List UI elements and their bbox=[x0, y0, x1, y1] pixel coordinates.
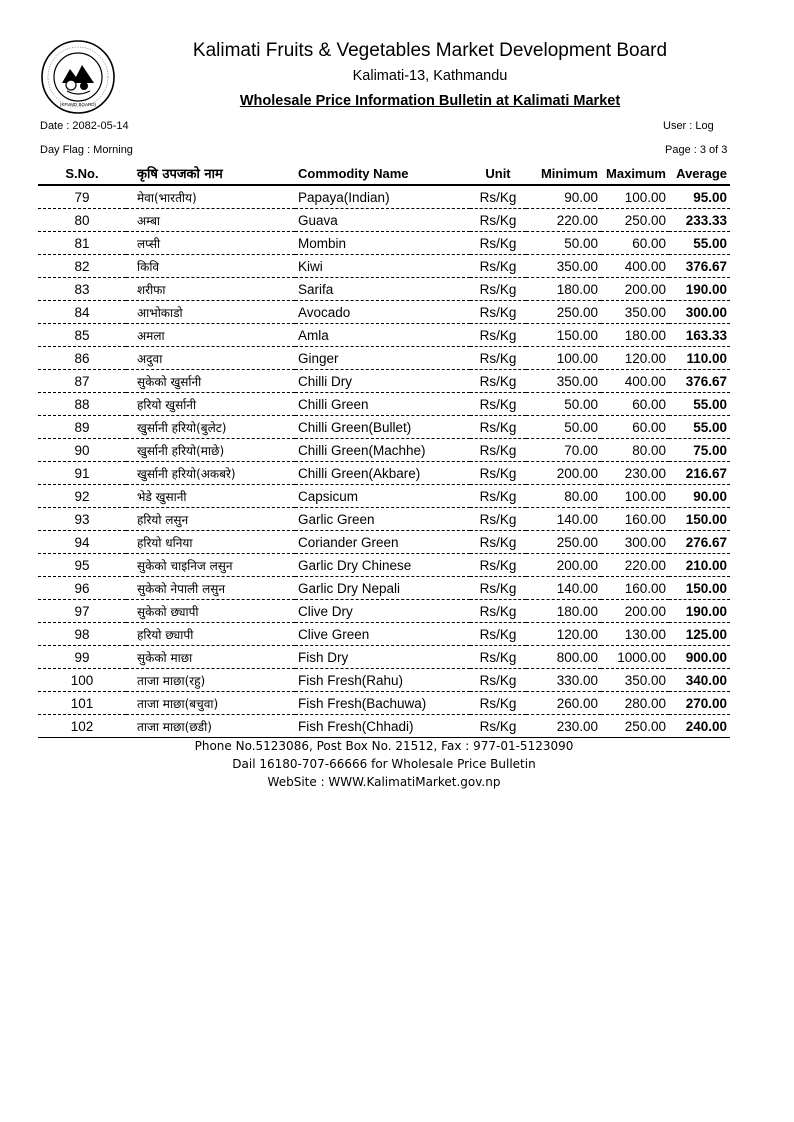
cell-unit: Rs/Kg bbox=[470, 692, 526, 715]
cell-commodity: Guava bbox=[295, 209, 470, 232]
cell-sn: 98 bbox=[38, 623, 126, 646]
cell-commodity: Coriander Green bbox=[295, 531, 470, 554]
column-header-minimum: Minimum bbox=[526, 162, 601, 185]
cell-nepali-name: अदुवा bbox=[126, 347, 295, 370]
cell-commodity: Capsicum bbox=[295, 485, 470, 508]
cell-minimum: 260.00 bbox=[526, 692, 601, 715]
cell-minimum: 350.00 bbox=[526, 370, 601, 393]
table-row bbox=[38, 554, 730, 577]
cell-minimum: 50.00 bbox=[526, 393, 601, 416]
svg-text:(KFVMD BOARD): (KFVMD BOARD) bbox=[60, 102, 96, 107]
cell-minimum: 150.00 bbox=[526, 324, 601, 347]
cell-maximum: 160.00 bbox=[601, 508, 669, 531]
cell-commodity: Chilli Green(Machhe) bbox=[295, 439, 470, 462]
cell-maximum: 350.00 bbox=[601, 301, 669, 324]
cell-maximum: 120.00 bbox=[601, 347, 669, 370]
cell-maximum: 250.00 bbox=[601, 209, 669, 232]
cell-maximum: 200.00 bbox=[601, 600, 669, 623]
cell-nepali-name: सुकेको छ्यापी bbox=[126, 600, 295, 623]
cell-average: 163.33 bbox=[669, 324, 730, 347]
price-table bbox=[38, 162, 730, 738]
cell-nepali-name: हरियो खुर्सानी bbox=[126, 393, 295, 416]
table-row bbox=[38, 600, 730, 623]
table-row bbox=[38, 347, 730, 370]
cell-unit: Rs/Kg bbox=[470, 301, 526, 324]
cell-nepali-name: सुकेको नेपाली लसुन bbox=[126, 577, 295, 600]
kalimati-board-logo bbox=[40, 39, 116, 115]
cell-average: 216.67 bbox=[669, 462, 730, 485]
cell-sn: 91 bbox=[38, 462, 126, 485]
cell-minimum: 180.00 bbox=[526, 600, 601, 623]
cell-nepali-name: खुर्सानी हरियो(माछे) bbox=[126, 439, 295, 462]
cell-average: 233.33 bbox=[669, 209, 730, 232]
cell-minimum: 230.00 bbox=[526, 715, 601, 738]
cell-average: 210.00 bbox=[669, 554, 730, 577]
cell-commodity: Clive Dry bbox=[295, 600, 470, 623]
cell-sn: 97 bbox=[38, 600, 126, 623]
cell-commodity: Garlic Green bbox=[295, 508, 470, 531]
cell-commodity: Chilli Dry bbox=[295, 370, 470, 393]
cell-minimum: 200.00 bbox=[526, 554, 601, 577]
cell-sn: 80 bbox=[38, 209, 126, 232]
cell-minimum: 100.00 bbox=[526, 347, 601, 370]
cell-sn: 83 bbox=[38, 278, 126, 301]
cell-nepali-name: सुकेको माछा bbox=[126, 646, 295, 669]
cell-nepali-name: हरियो छ्यापी bbox=[126, 623, 295, 646]
cell-unit: Rs/Kg bbox=[470, 646, 526, 669]
cell-average: 376.67 bbox=[669, 255, 730, 278]
cell-minimum: 50.00 bbox=[526, 416, 601, 439]
cell-nepali-name: अम्बा bbox=[126, 209, 295, 232]
column-header-average: Average bbox=[669, 162, 730, 185]
cell-sn: 90 bbox=[38, 439, 126, 462]
cell-sn: 96 bbox=[38, 577, 126, 600]
cell-unit: Rs/Kg bbox=[470, 577, 526, 600]
column-header-unit: Unit bbox=[470, 162, 526, 185]
cell-commodity: Clive Green bbox=[295, 623, 470, 646]
cell-commodity: Mombin bbox=[295, 232, 470, 255]
cell-unit: Rs/Kg bbox=[470, 623, 526, 646]
column-header-maximum: Maximum bbox=[601, 162, 669, 185]
cell-maximum: 80.00 bbox=[601, 439, 669, 462]
cell-nepali-name: सुकेको खुर्सानी bbox=[126, 370, 295, 393]
table-row bbox=[38, 669, 730, 692]
table-row bbox=[38, 278, 730, 301]
cell-commodity: Chilli Green bbox=[295, 393, 470, 416]
cell-maximum: 100.00 bbox=[601, 185, 669, 209]
cell-unit: Rs/Kg bbox=[470, 554, 526, 577]
table-row bbox=[38, 324, 730, 347]
cell-sn: 87 bbox=[38, 370, 126, 393]
cell-minimum: 70.00 bbox=[526, 439, 601, 462]
cell-sn: 81 bbox=[38, 232, 126, 255]
cell-unit: Rs/Kg bbox=[470, 324, 526, 347]
cell-maximum: 220.00 bbox=[601, 554, 669, 577]
table-row bbox=[38, 485, 730, 508]
cell-unit: Rs/Kg bbox=[470, 669, 526, 692]
table-row bbox=[38, 439, 730, 462]
cell-unit: Rs/Kg bbox=[470, 347, 526, 370]
cell-nepali-name: ताजा माछा(छडी) bbox=[126, 715, 295, 738]
cell-sn: 79 bbox=[38, 185, 126, 209]
cell-unit: Rs/Kg bbox=[470, 416, 526, 439]
cell-commodity: Kiwi bbox=[295, 255, 470, 278]
cell-average: 55.00 bbox=[669, 232, 730, 255]
cell-minimum: 800.00 bbox=[526, 646, 601, 669]
cell-minimum: 220.00 bbox=[526, 209, 601, 232]
table-row bbox=[38, 209, 730, 232]
cell-maximum: 280.00 bbox=[601, 692, 669, 715]
column-header-commodity: Commodity Name bbox=[295, 162, 470, 185]
cell-average: 376.67 bbox=[669, 370, 730, 393]
cell-sn: 84 bbox=[38, 301, 126, 324]
cell-nepali-name: ताजा माछा(बचुवा) bbox=[126, 692, 295, 715]
cell-commodity: Amla bbox=[295, 324, 470, 347]
cell-nepali-name: शरीफा bbox=[126, 278, 295, 301]
cell-nepali-name: सुकेको चाइनिज लसुन bbox=[126, 554, 295, 577]
cell-average: 150.00 bbox=[669, 508, 730, 531]
cell-unit: Rs/Kg bbox=[470, 232, 526, 255]
table-row bbox=[38, 462, 730, 485]
cell-nepali-name: किवि bbox=[126, 255, 295, 278]
cell-sn: 86 bbox=[38, 347, 126, 370]
cell-minimum: 200.00 bbox=[526, 462, 601, 485]
table-row bbox=[38, 416, 730, 439]
cell-unit: Rs/Kg bbox=[470, 185, 526, 209]
cell-average: 900.00 bbox=[669, 646, 730, 669]
table-row bbox=[38, 508, 730, 531]
cell-minimum: 180.00 bbox=[526, 278, 601, 301]
cell-average: 276.67 bbox=[669, 531, 730, 554]
cell-maximum: 250.00 bbox=[601, 715, 669, 738]
table-row bbox=[38, 715, 730, 738]
cell-commodity: Garlic Dry Nepali bbox=[295, 577, 470, 600]
table-header-row bbox=[38, 162, 730, 185]
day-flag: Day Flag : Morning bbox=[40, 144, 133, 156]
cell-unit: Rs/Kg bbox=[470, 255, 526, 278]
table-row bbox=[38, 692, 730, 715]
report-user: User : Log bbox=[663, 120, 714, 132]
cell-maximum: 400.00 bbox=[601, 370, 669, 393]
cell-unit: Rs/Kg bbox=[470, 278, 526, 301]
cell-average: 90.00 bbox=[669, 485, 730, 508]
cell-average: 55.00 bbox=[669, 416, 730, 439]
cell-unit: Rs/Kg bbox=[470, 600, 526, 623]
cell-minimum: 80.00 bbox=[526, 485, 601, 508]
table-row bbox=[38, 301, 730, 324]
cell-minimum: 50.00 bbox=[526, 232, 601, 255]
table-row bbox=[38, 646, 730, 669]
cell-average: 190.00 bbox=[669, 278, 730, 301]
cell-commodity: Chilli Green(Akbare) bbox=[295, 462, 470, 485]
footer-dial: Dail 16180-707-66666 for Wholesale Price Bulletin bbox=[232, 757, 536, 771]
cell-nepali-name: ताजा माछा(रहु) bbox=[126, 669, 295, 692]
cell-minimum: 330.00 bbox=[526, 669, 601, 692]
table-row bbox=[38, 370, 730, 393]
cell-average: 110.00 bbox=[669, 347, 730, 370]
bulletin-title: Wholesale Price Information Bulletin at Kalimati Market bbox=[239, 93, 621, 109]
cell-unit: Rs/Kg bbox=[470, 508, 526, 531]
cell-average: 95.00 bbox=[669, 185, 730, 209]
organization-name: Kalimati Fruits & Vegetables Market Development Board bbox=[192, 40, 668, 61]
cell-minimum: 250.00 bbox=[526, 531, 601, 554]
cell-minimum: 350.00 bbox=[526, 255, 601, 278]
cell-nepali-name: भेडे खुसानी bbox=[126, 485, 295, 508]
table-row bbox=[38, 393, 730, 416]
cell-maximum: 180.00 bbox=[601, 324, 669, 347]
footer-website: WebSite : WWW.KalimatiMarket.gov.np bbox=[267, 775, 501, 789]
cell-maximum: 200.00 bbox=[601, 278, 669, 301]
cell-commodity: Chilli Green(Bullet) bbox=[295, 416, 470, 439]
cell-commodity: Fish Fresh(Chhadi) bbox=[295, 715, 470, 738]
cell-commodity: Garlic Dry Chinese bbox=[295, 554, 470, 577]
cell-nepali-name: हरियो लसुन bbox=[126, 508, 295, 531]
cell-maximum: 400.00 bbox=[601, 255, 669, 278]
cell-maximum: 130.00 bbox=[601, 623, 669, 646]
cell-maximum: 60.00 bbox=[601, 416, 669, 439]
cell-nepali-name: मेवा(भारतीय) bbox=[126, 185, 295, 209]
cell-average: 150.00 bbox=[669, 577, 730, 600]
cell-average: 75.00 bbox=[669, 439, 730, 462]
table-row bbox=[38, 255, 730, 278]
cell-average: 125.00 bbox=[669, 623, 730, 646]
cell-unit: Rs/Kg bbox=[470, 393, 526, 416]
cell-minimum: 120.00 bbox=[526, 623, 601, 646]
cell-maximum: 160.00 bbox=[601, 577, 669, 600]
cell-nepali-name: खुर्सानी हरियो(अकबरे) bbox=[126, 462, 295, 485]
cell-maximum: 60.00 bbox=[601, 393, 669, 416]
cell-average: 340.00 bbox=[669, 669, 730, 692]
cell-sn: 93 bbox=[38, 508, 126, 531]
cell-sn: 85 bbox=[38, 324, 126, 347]
report-date: Date : 2082-05-14 bbox=[40, 120, 129, 132]
cell-commodity: Avocado bbox=[295, 301, 470, 324]
column-header-sn: S.No. bbox=[38, 162, 126, 185]
table-row bbox=[38, 232, 730, 255]
cell-unit: Rs/Kg bbox=[470, 370, 526, 393]
cell-minimum: 250.00 bbox=[526, 301, 601, 324]
cell-maximum: 350.00 bbox=[601, 669, 669, 692]
cell-maximum: 1000.00 bbox=[601, 646, 669, 669]
table-row bbox=[38, 623, 730, 646]
cell-sn: 82 bbox=[38, 255, 126, 278]
organization-address: Kalimati-13, Kathmandu bbox=[352, 68, 508, 84]
cell-nepali-name: खुर्सानी हरियो(बुलेट) bbox=[126, 416, 295, 439]
cell-average: 240.00 bbox=[669, 715, 730, 738]
footer-contact: Phone No.5123086, Post Box No. 21512, Fax : 977-01-5123090 bbox=[194, 739, 574, 753]
cell-maximum: 230.00 bbox=[601, 462, 669, 485]
cell-unit: Rs/Kg bbox=[470, 531, 526, 554]
cell-commodity: Fish Fresh(Bachuwa) bbox=[295, 692, 470, 715]
cell-sn: 88 bbox=[38, 393, 126, 416]
cell-commodity: Fish Fresh(Rahu) bbox=[295, 669, 470, 692]
cell-sn: 102 bbox=[38, 715, 126, 738]
cell-sn: 89 bbox=[38, 416, 126, 439]
table-row bbox=[38, 577, 730, 600]
cell-average: 55.00 bbox=[669, 393, 730, 416]
cell-sn: 94 bbox=[38, 531, 126, 554]
cell-minimum: 140.00 bbox=[526, 508, 601, 531]
cell-nepali-name: हरियो धनिया bbox=[126, 531, 295, 554]
table-row bbox=[38, 185, 730, 209]
cell-commodity: Papaya(Indian) bbox=[295, 185, 470, 209]
cell-unit: Rs/Kg bbox=[470, 439, 526, 462]
cell-unit: Rs/Kg bbox=[470, 715, 526, 738]
cell-maximum: 60.00 bbox=[601, 232, 669, 255]
cell-maximum: 300.00 bbox=[601, 531, 669, 554]
cell-nepali-name: आभोकाडो bbox=[126, 301, 295, 324]
cell-sn: 101 bbox=[38, 692, 126, 715]
cell-minimum: 140.00 bbox=[526, 577, 601, 600]
cell-average: 270.00 bbox=[669, 692, 730, 715]
column-header-nepali-name: कृषि उपजको नाम bbox=[126, 162, 295, 185]
cell-commodity: Sarifa bbox=[295, 278, 470, 301]
page-number: Page : 3 of 3 bbox=[665, 144, 728, 156]
cell-nepali-name: लप्सी bbox=[126, 232, 295, 255]
cell-sn: 92 bbox=[38, 485, 126, 508]
cell-nepali-name: अमला bbox=[126, 324, 295, 347]
cell-average: 190.00 bbox=[669, 600, 730, 623]
cell-commodity: Fish Dry bbox=[295, 646, 470, 669]
cell-commodity: Ginger bbox=[295, 347, 470, 370]
cell-maximum: 100.00 bbox=[601, 485, 669, 508]
cell-sn: 95 bbox=[38, 554, 126, 577]
cell-average: 300.00 bbox=[669, 301, 730, 324]
cell-unit: Rs/Kg bbox=[470, 462, 526, 485]
table-row bbox=[38, 531, 730, 554]
cell-unit: Rs/Kg bbox=[470, 209, 526, 232]
cell-sn: 99 bbox=[38, 646, 126, 669]
cell-minimum: 90.00 bbox=[526, 185, 601, 209]
cell-sn: 100 bbox=[38, 669, 126, 692]
cell-unit: Rs/Kg bbox=[470, 485, 526, 508]
